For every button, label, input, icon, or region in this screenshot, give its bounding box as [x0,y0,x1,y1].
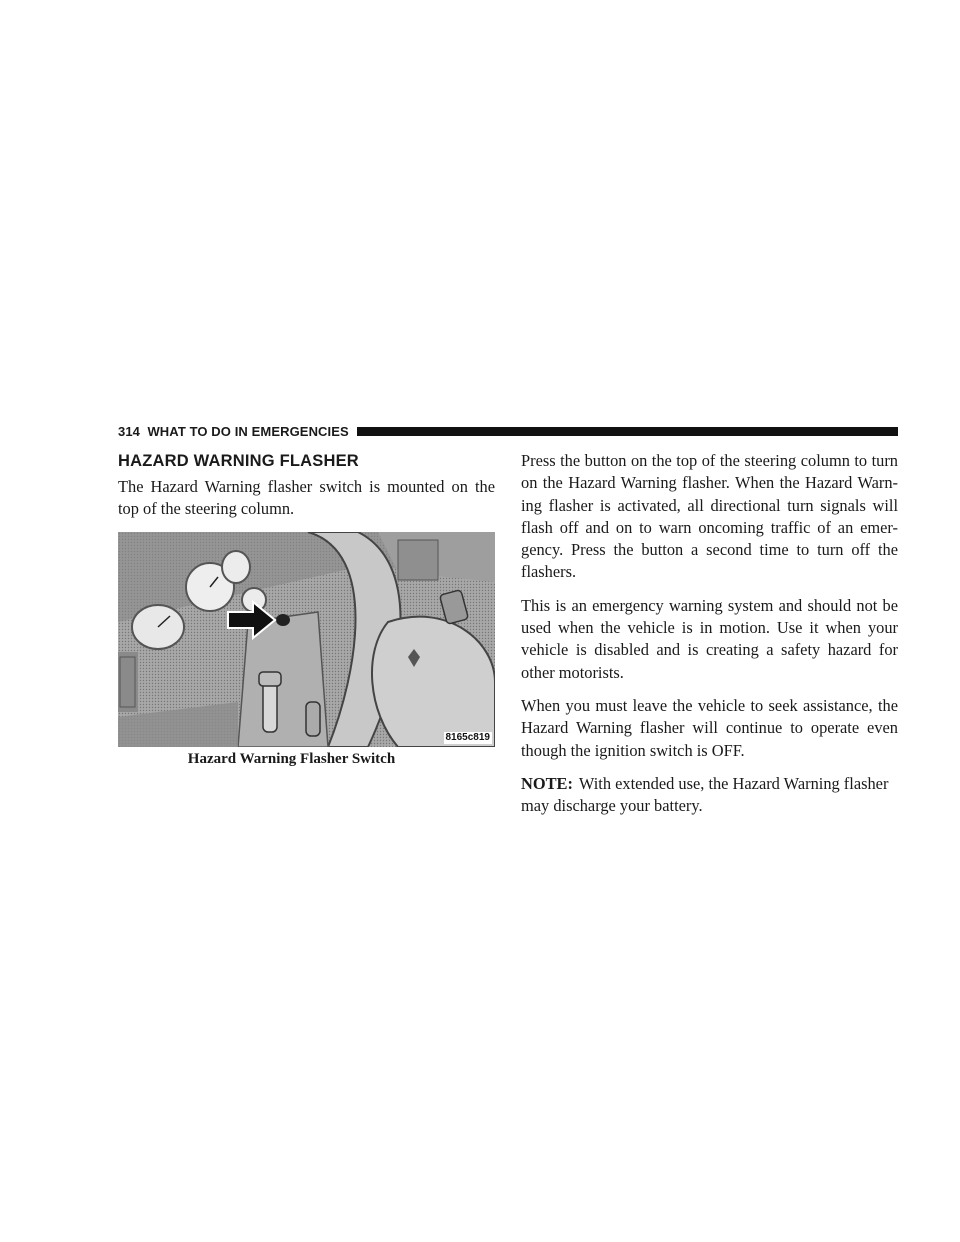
page-header [118,421,898,441]
figure-caption: Hazard Warning Flasher Switch [187,750,396,767]
note-text: With extended use, the Hazard Warning flasher may discharge your battery. [521,773,889,816]
intro-paragraph: The Hazard Warning flasher switch is mounted on the top of the steering column. [118,477,495,519]
steering-column-illustration [118,532,495,747]
hazard-switch-figure [118,532,495,747]
hazard-switch-button [276,614,290,626]
figure-code: 8165c819 [445,731,490,743]
section-heading: HAZARD WARNING FLASHER [118,452,359,470]
note-paragraph [521,773,898,818]
note-label: NOTE: [521,773,573,793]
page-number: 314 [118,423,140,439]
left-column [118,450,495,768]
section-title: WHAT TO DO IN EMERGENCIES [147,423,349,439]
right-column [521,450,898,828]
header-rule [357,427,898,436]
page-header-text [118,424,357,439]
paragraph-3: When you must leave the vehicle to seek assistance, the Hazard Warning flasher will continue to operate even though the ignition switch is OFF. [521,695,898,760]
paragraph-2: This is an emergency warning system and should not be used when the vehicle is in motion. Use it when your vehicle is disabled and is creating a safety hazard for other motorists. [521,595,898,682]
paragraph-1: Press the button on the top of the steering column to turn on the Hazard Warning flasher. When the Hazard Warn-ing flasher is activated, all directional turn signals will flash off and on to warn oncoming traffic of an emer-gency. Press the button a second time to turn off the flashers. [521,451,898,582]
